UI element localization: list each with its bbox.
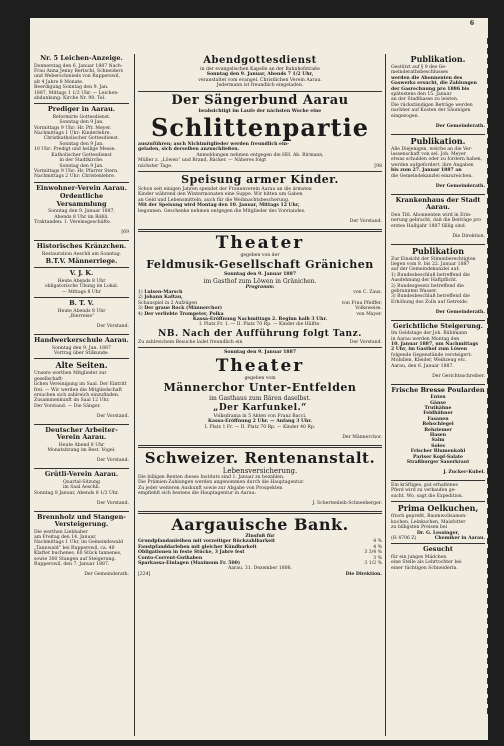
text-line: Den Titl. Abonnenten wird in Erin- — [391, 212, 472, 218]
text-line: Chemiker in Aarau. — [434, 535, 485, 541]
text-line: werden aufgefordert, ihre Angaben — [391, 162, 474, 168]
text-line: an Geld und Lebensmitteln, auch für die Weihnachtsbescherung. — [138, 197, 290, 203]
text-line: etwas schulden oder zu fordern haben, — [391, 157, 483, 163]
karfunkel-title: „Der Karfunkel.“ — [213, 402, 307, 413]
text-line: 1887, Mittags 1 1/2 Uhr. — Leichen- — [34, 90, 119, 96]
text-line: 10. Januar 1887, um Nachmittags — [391, 342, 479, 348]
gruetli-title: Grütli-Verein Aarau. — [44, 470, 119, 479]
text-line: empfiehlt sich bestens die Hauptagentur in Aarau: — [138, 491, 256, 496]
text-line: sucht. Wo, sagt die Expedition. — [391, 493, 464, 499]
text-line: Nachmittags 1 Uhr, im Gemeindewald — [34, 540, 124, 546]
text-line: Die werthen Liebhaber — [34, 529, 88, 535]
list-item: Frischer Blumenkohl — [410, 449, 466, 455]
predigt-title: Prediger in Aarau. — [47, 105, 116, 114]
text-line: Schon seit einigen Jahren spendet der Frauenverein Aarau an die ärmsten — [138, 187, 312, 193]
divider — [34, 511, 129, 512]
divider — [34, 334, 129, 335]
text-line: I. Platz Fr. 1. — II. Platz 70 Rp. — Kinder die Hälfte. — [199, 322, 321, 328]
divider — [391, 480, 485, 481]
text-line: Ausdehnung der Haftpflicht. — [391, 278, 458, 284]
ad-number: [98 — [374, 163, 382, 169]
rentenanstalt-title: Schweizer. Rentenanstalt. — [144, 448, 376, 467]
text-line: frisch gepreßt, Baumwollsamen- — [391, 514, 467, 520]
signature: Der Gemeinderath. — [435, 183, 485, 189]
gesucht-title: Gesucht — [423, 545, 453, 554]
text-line: sowie 300 Stangen auf Steigerung. — [34, 556, 116, 562]
text-line: Sonntag den 9 Jan. — [59, 120, 104, 126]
speisung-title: Speisung armer Kinder. — [181, 173, 339, 187]
text-line: Sonntag den 9. Januar 1887 — [223, 272, 297, 278]
divider — [391, 543, 485, 544]
list-item: Rehziemer — [424, 427, 452, 433]
text-line: Frau Anna Jenny Bertschi, Schneiders — [34, 68, 123, 74]
text-line: eine Stelle als Lehrtochter bei — [391, 560, 462, 566]
rate-row: Faustpfanddarlehen mit gleicher Kündbarkeit 4 % — [138, 544, 382, 550]
list-item: Pariser Kopf-Salate — [413, 454, 463, 460]
divider — [34, 297, 129, 298]
text-line: Klafter buchenes, 60 Stück tannenes, — [34, 551, 122, 557]
signature: Der Gemeinderath. — [435, 309, 485, 315]
divider — [138, 511, 382, 514]
text-line: lichen Vereinigung im Saal. Der Eintritt — [34, 382, 127, 388]
column-right — [391, 54, 485, 736]
text-line: auszuführen; auch Nichtmitglieder werden freundlich ein- — [138, 142, 289, 148]
text-line: — Mittags 8 Uhr — [62, 289, 101, 295]
signature: J. Schertenleib-Schneeberger. — [312, 501, 382, 506]
text-line: Sonntag den 9. Jan. 1887 — [52, 345, 111, 351]
leichen-body — [34, 64, 129, 102]
text-line: folgende Gegenstände versteigert: — [391, 352, 472, 358]
divider — [34, 240, 129, 241]
program-row: Schauspiel in 2 Aufzügen von Frau Pfeiffer. — [138, 300, 382, 306]
divider — [391, 320, 485, 321]
text-line: Erhöhung des Zolls auf Getreide. — [391, 299, 469, 305]
text-line: 1) Bundesbeschluß betreffend die — [391, 272, 470, 278]
text-line: Quartal-Sitzung — [62, 479, 100, 485]
divider — [34, 424, 129, 425]
text-line: Pferd wird zu verkaufen ge- — [391, 488, 456, 494]
list-item: Enten — [430, 395, 446, 401]
text-line: Vormittags 9 Uhr: Hr. Pfr. Meyer. — [34, 125, 112, 131]
aargauische-bank-title: Aargauische Bank. — [171, 515, 349, 534]
text-line: 10 Uhr: Predigt und heilige Messe. — [34, 147, 116, 153]
program-heading: Programm: — [245, 284, 275, 290]
alte-title: Alte Seiten. — [55, 360, 108, 371]
text-line: Mobilien, Kleider, Weißzeug etc. — [391, 358, 467, 364]
schlittenpartie-title: Schlittenpartie — [151, 113, 369, 143]
rate-row: Obligationen in feste Stücke, 3 Jahre fest 3 3/4 % — [138, 550, 382, 556]
text-line: Christkatholischer Gottesdienst. — [43, 136, 120, 142]
text-line: frei. — Wir werden die Mitgliedschaft — [34, 387, 123, 393]
predigt-sub: Reformirte Gottesdienst. — [52, 114, 111, 120]
nb-note: NB. Nach der Aufführung folgt Tanz. — [158, 328, 362, 339]
text-line: für ein junges Mädchen — [391, 554, 447, 560]
text-line: Kassa-Eröffnung Nachmittags 2. Beginn halb 3 Uhr. — [192, 316, 328, 322]
divider — [138, 171, 382, 172]
signature: Die Direktion. — [345, 571, 382, 577]
page-edge-perforation — [487, 38, 488, 718]
signature: Der Gerichtsschreiber. — [432, 373, 485, 379]
text-line: Gaswerks ersucht, die Zahlungen — [391, 81, 477, 87]
text-line: Sonntag den 9 Jan. — [59, 163, 104, 169]
text-line: Gestützt auf § 9 des Ge- — [391, 65, 447, 70]
program-row: 4) Der verliebte Trompeter, Polka von Mayer. — [138, 311, 382, 317]
text-line: gebrannten Wasser. — [391, 288, 438, 294]
kraenzchen-title: Historisches Kränzchen. — [36, 242, 127, 251]
text-line: in Aarau werden Montag den — [391, 336, 460, 342]
list-item: Straßburger Sauerkraut — [406, 460, 470, 466]
handwerker-title: Handwerkerschule Aarau. — [34, 336, 129, 345]
text-line: 2 Uhr, im Gasthof zum Löwen — [391, 347, 468, 353]
divider — [34, 468, 129, 469]
text-line: 2) Bundesgesetz betreffend die — [391, 283, 464, 289]
divider — [34, 182, 129, 183]
text-line: alt 4 Jahre 8 Monate. — [34, 79, 84, 85]
list-item: Hasen — [429, 433, 447, 439]
text-line: Ein kräftiges, gut erhaltenes — [391, 483, 458, 489]
text-line: Zinsfuß für — [245, 534, 275, 539]
signature: Die Direktion. — [452, 233, 485, 239]
text-line: im Gasthof zum Löwen in Gränichen. — [203, 277, 317, 285]
ad-number: [69 — [121, 230, 129, 236]
text-line: Sonntag den 9 Jan. — [59, 141, 104, 147]
text-line: im Gasthaus zum Bären daselbst. — [209, 394, 311, 402]
text-line: spätestens den 15. Januar — [391, 92, 452, 98]
text-line: Vormittags 9 Uhr: Hr. Pfarrer Stern. — [34, 168, 119, 174]
leichen-title: Nr. 5 Leichen-Anzeige. — [40, 54, 123, 62]
text-line: Dr. G. Lessinger, — [416, 530, 460, 536]
program-row: 1) Luisen-Marsch von C. Zaus. — [138, 289, 382, 295]
publikation-title: Publikation. — [410, 54, 466, 64]
ad-number: (H 4706 Z) — [391, 535, 417, 541]
maennerchor-title: Männerchor Unter-Entfelden — [163, 380, 357, 394]
page-number: 6 — [469, 20, 474, 27]
newspaper-page — [30, 18, 488, 740]
poularden-title: Frische Bresse Poularden — [391, 385, 485, 394]
divider — [138, 347, 382, 348]
signature: Der Vorstand. — [96, 413, 129, 419]
text-line: I. Platz 1 Fr. — II. Platz 70 Rp. — Kinder 40 Rp. — [204, 424, 316, 430]
list-item: Feldhühner — [423, 411, 453, 417]
text-line: Aarau, den 6. Januar 1887. — [391, 363, 454, 369]
text-line: liegen vom 8. bis 22. Januar 1887 — [391, 261, 470, 267]
text-line: Heute Abends 8 Uhr — [57, 278, 106, 284]
signature: J. Zucker-Kubel. — [443, 470, 485, 476]
text-line: 3) Bundesbeschluß betreffend die — [391, 294, 470, 300]
text-line: Abends 8 Uhr im Rößli. — [54, 214, 109, 220]
rate-row: Conto-Corrent-Guthaben 3 % — [138, 555, 382, 561]
text-line: begonnen. Geschenke nehmen entgegen die Mitglieder des Vorstandes. — [138, 208, 306, 214]
text-line: Vortrag über Stilkunde. — [53, 350, 110, 356]
divider — [34, 267, 129, 268]
text-line: Unsere werthen Mitglieder zur gesellschaft- — [34, 371, 107, 382]
text-line: obligatorische Übung im Lokal. — [44, 284, 119, 290]
krankenhaus-title: Krankenhaus der Stadt Aarau. — [395, 195, 481, 212]
text-line: Zur Einsicht der Stimmberechtigten — [391, 256, 476, 262]
text-line: Monatsitzung im Rest. Vogel. — [47, 448, 116, 454]
text-line: geladen, sich derselben anzuschließen. — [138, 147, 240, 153]
text-line: Katholischer Gottesdienst — [51, 152, 112, 158]
einwohner-title2: Ordentliche Versammlung — [56, 192, 107, 208]
list-item: Soles — [431, 443, 445, 449]
text-line: gegeben von der — [240, 252, 280, 258]
program-row: 3) Der graue Rock (Männerchor) Volksweise. — [138, 306, 382, 312]
text-line: meinderathsbeschlusses — [391, 70, 449, 76]
signature: Der Vorstand. — [96, 500, 129, 506]
divider — [391, 244, 485, 245]
ad-number: [224] — [138, 571, 151, 577]
text-line: abdankung: Kirche Nr. 90. Tel. — [34, 95, 106, 101]
text-line: Zu zahlreichem Besuche ladet freundlich ein — [138, 339, 243, 345]
text-line: am Freitag den 14. Januar, — [34, 534, 97, 540]
text-line: Sonntag 8 Januar, Abends 8 1/2 Uhr. — [34, 490, 119, 496]
text-line: Restauration Aeschli am Sonntag. — [41, 251, 122, 257]
text-line: nächster Tage. — [138, 163, 173, 169]
steigerung-title: Gerichtliche Steigerung. — [393, 321, 483, 330]
text-line: zu billigsten Preisen bei — [391, 525, 448, 531]
signature: Der Vorstand. — [349, 339, 382, 345]
divider — [138, 445, 382, 448]
feldmusik-title: Feldmusik-Gesellschaft Gränichen — [146, 258, 374, 272]
text-line: Die rückständigen Beträge werden — [391, 102, 473, 108]
text-line: Sonntag den 9. Januar 1887 — [223, 350, 297, 356]
text-line: einer tüchtigen Schneiderin. — [391, 565, 458, 571]
text-line: in der evangelischen Kapelle an der Bahnhofstraße — [200, 67, 320, 72]
text-line: kuchen, Leinkuchen, Maisfutter — [391, 519, 466, 525]
text-line: der Gasrechnung pro 1886 bis — [391, 86, 470, 92]
rate-row: Sparkassa-Einlagen (Maximum Fr. 500) 3 1/2 % — [138, 561, 382, 567]
text-line: Donnerstag den 6. Januar 1887 Nach- — [34, 63, 123, 69]
text-line: nerung gebracht, daß die Beiträge pro — [391, 218, 482, 224]
text-line: Traktanden: 1. Vereinsgeschäfte. — [34, 220, 112, 226]
list-item: Gänse — [430, 400, 446, 406]
text-line: gegeben vom — [244, 375, 276, 381]
text-line: auf der Gemeindekanzlei auf: — [391, 267, 460, 273]
list-item: Rehschlegel — [422, 422, 454, 428]
publikation3-title: Publikation — [411, 245, 465, 256]
text-line: Müller z. „Löwen“ und Brand, Bäcker. — Näheres folgt — [138, 158, 267, 164]
publikation2-title: Publikation. — [410, 135, 466, 146]
signature: Der Vorstand. — [96, 324, 129, 330]
text-line: Kassa-Eröffnung 2 Uhr. — Anfang 3 Uhr. — [208, 419, 312, 425]
rate-row: Grundpfandanleihen mit vorzeitiger Rückzahlbarkeit 4 % — [138, 539, 382, 545]
text-line: Rupperswil, den 7. Januar 1887. — [34, 561, 110, 567]
divider — [34, 358, 129, 359]
theater-title: Theater — [215, 232, 305, 253]
text-line: in der Stadtkirche. — [59, 158, 104, 164]
text-line: Heute Abends 8 Uhr — [57, 308, 106, 314]
abendgottesdienst-title: Abendgottesdienst — [203, 55, 317, 66]
oelkuchen-title: Prima Oelkuchen, — [397, 503, 479, 514]
vjk-title: V. J. K. — [69, 269, 94, 278]
divider — [391, 194, 485, 195]
text-line: Aarau, 31. Dezember 1886. — [228, 566, 292, 572]
text-line: nachher auf Kosten der Säumigen — [391, 108, 471, 114]
text-line: Mit der Speisung wird Montag den 10. Januar, Mittags 12 Uhr, — [138, 203, 300, 209]
text-line: Zusammenkunft im Saal 12 Uhr. — [34, 398, 110, 404]
text-line: Der Vorstand. — Die Sänger. — [34, 403, 101, 409]
text-line: an der Stadtkasse zu leisten. — [391, 97, 459, 103]
text-line: im Saal Aeschli. — [62, 485, 101, 491]
arbeiter-title: Deutscher Arbeiter-Verein Aarau. — [45, 425, 118, 442]
text-line: Lebensversicherung. — [222, 466, 298, 475]
signature: Der Gemeinderath. — [435, 123, 485, 129]
saengerbund-title: Der Sängerbund Aarau — [171, 92, 349, 108]
btv-title: B. T. V. — [69, 299, 94, 308]
signature: Der Männerchor. — [342, 434, 382, 440]
text-line: Nachmittags 2 Uhr: Christenlehre. — [34, 174, 116, 180]
text-line: „Tannwald“ bei Rupperswil, ca. 40 — [34, 545, 115, 551]
signature: Der Vorstand. — [96, 458, 129, 464]
text-line: Die Prämien-Zahlungen werden angenommen durch die Hauptagentur. — [138, 480, 305, 486]
brennholz-title: Brennholz und Stangen-Versteigerung. — [37, 512, 126, 529]
list-item: Salm — [431, 438, 445, 444]
text-line: lassenschaft von sel. Joh. Meyer — [391, 152, 466, 158]
text-line: eingezogen. — [391, 113, 420, 119]
text-line: beabsichtigt im Laufe der nächsten Woche eine — [198, 108, 322, 114]
text-line: Sonntag den 9. Januar, Abends 7 1/2 Uhr, — [206, 72, 314, 78]
column-left — [34, 54, 129, 736]
einwohner-title: Einwohner-Verein Aarau. — [36, 183, 127, 192]
list-item: Truthähne — [424, 406, 452, 411]
divider — [138, 91, 382, 92]
text-line: Im Geldstage der Joh. Bühlmann — [391, 331, 468, 337]
divider — [391, 501, 485, 502]
text-line: und Weberschmieds von Rupperswil, — [34, 74, 121, 80]
text-line: Die billigen Renten dieses Instituts sind 1. Januar zu bezahlen. — [138, 474, 285, 480]
text-line: erstes Halbjahr 1887 fällig sind. — [391, 223, 467, 229]
maennerriege-title: B.T.V. Männerriege. — [45, 256, 118, 265]
text-line: Kinder während den Wintermonaten eine Suppe. Wir bitten um Gaben — [138, 192, 303, 198]
text-line: Heute Abend 8 Uhr — [58, 442, 105, 448]
program-row: 2) Johann Kaltau, — [138, 295, 183, 301]
divider — [34, 103, 129, 104]
text-line: Jedermann ist freundlich eingeladen. — [216, 83, 304, 89]
text-line: Volksdrama in 5 Akten von Franz Bacci. — [213, 413, 307, 419]
text-line: bis zum 27. Januar 1887 an — [391, 168, 462, 174]
text-line: Beerdigung Sonntag den 9. Jan. — [34, 85, 109, 91]
text-line: werden die Abonnenten des — [391, 75, 463, 81]
theater2-title: Theater — [215, 355, 305, 376]
divider — [391, 134, 485, 135]
signature: Der Vorstand. — [349, 218, 382, 224]
text-line: veranstaltet vom evangel. Christlichen Verein Aarau. — [198, 77, 322, 83]
signature: Der Gemeinderath. — [84, 571, 129, 577]
text-line: Nachmittags 1 Uhr: Kinderlehre. — [34, 131, 111, 137]
divider — [138, 229, 382, 232]
text-line: Alle Diejenigen, welche an die Ver- — [391, 146, 473, 152]
text-line: Sonntag den 9. Januar 1887, — [48, 209, 115, 215]
text-line: „Bierreise“ — [68, 314, 95, 320]
text-line: ersuchen sich zahlreich einzufinden. — [34, 393, 120, 398]
text-line: die Gemeindekanzlei einzureichen. — [391, 173, 473, 179]
text-line: Anmeldungen nehmen entgegen die HH. Ab. Birmann, — [196, 152, 324, 158]
column-center — [134, 54, 386, 736]
list-item: Fasanen — [427, 416, 449, 422]
text-line: Zu jeder weiteren Auskunft sowie zur Abgabe von Prospekten — [138, 485, 283, 491]
divider — [391, 384, 485, 385]
